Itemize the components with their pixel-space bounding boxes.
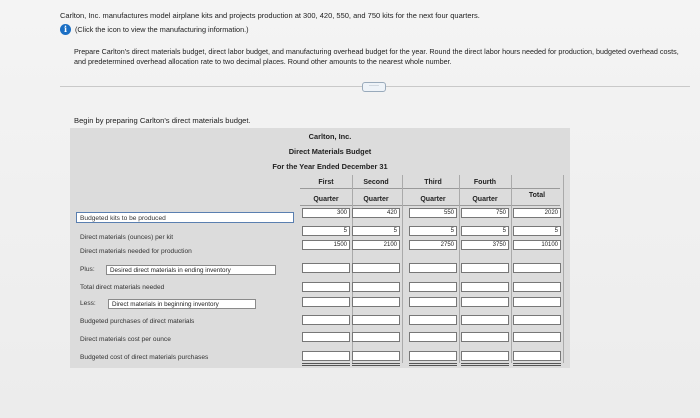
column-rule xyxy=(459,175,460,363)
cell-r8-c2[interactable] xyxy=(352,332,400,342)
double-underline xyxy=(409,365,457,366)
double-underline xyxy=(409,363,457,364)
cell-r1-c1[interactable]: 300 xyxy=(302,208,350,218)
cell-r6-c1[interactable] xyxy=(302,297,350,307)
cell-r4-c2[interactable] xyxy=(352,263,400,273)
row-label-3: Direct materials needed for production xyxy=(80,248,192,255)
cell-r5-c3[interactable] xyxy=(409,282,457,292)
cell-r5-c1[interactable] xyxy=(302,282,350,292)
expand-button[interactable]: ····· xyxy=(362,82,386,92)
cell-r9-c5[interactable] xyxy=(513,351,561,361)
cell-r3-c3[interactable]: 2750 xyxy=(409,240,457,250)
cell-r2-c3[interactable]: 5 xyxy=(409,226,457,236)
column-rule xyxy=(402,175,403,363)
cell-r7-c2[interactable] xyxy=(352,315,400,325)
double-underline xyxy=(461,365,509,366)
cell-r7-c5[interactable] xyxy=(513,315,561,325)
header-rule xyxy=(300,188,560,189)
cell-r6-c5[interactable] xyxy=(513,297,561,307)
row-label-7: Budgeted purchases of direct materials xyxy=(80,318,195,325)
row-label-9: Budgeted cost of direct materials purchases xyxy=(80,354,209,361)
row-label-input-6[interactable]: Direct materials in beginning inventory xyxy=(108,299,256,309)
header-rule xyxy=(300,205,560,206)
cell-r9-c2[interactable] xyxy=(352,351,400,361)
row-label-2: Direct materials (ounces) per kit xyxy=(80,234,174,241)
double-underline xyxy=(352,365,400,366)
row-label-1: Budgeted kits to be produced xyxy=(76,212,294,223)
cell-r3-c2[interactable]: 2100 xyxy=(352,240,400,250)
cell-r5-c5[interactable] xyxy=(513,282,561,292)
cell-r4-c4[interactable] xyxy=(461,263,509,273)
row-prefix-4: Plus: xyxy=(80,266,95,273)
col-header-bottom-2: Quarter xyxy=(363,196,389,203)
cell-r3-c1[interactable]: 1500 xyxy=(302,240,350,250)
cell-r5-c4[interactable] xyxy=(461,282,509,292)
info-icon[interactable]: i xyxy=(60,24,71,35)
budget-company: Carlton, Inc. xyxy=(308,132,352,141)
cell-r6-c4[interactable] xyxy=(461,297,509,307)
cell-r7-c3[interactable] xyxy=(409,315,457,325)
double-underline xyxy=(352,363,400,364)
cell-r4-c1[interactable] xyxy=(302,263,350,273)
cell-r2-c4[interactable]: 5 xyxy=(461,226,509,236)
cell-r4-c3[interactable] xyxy=(409,263,457,273)
cell-r9-c4[interactable] xyxy=(461,351,509,361)
cell-r8-c5[interactable] xyxy=(513,332,561,342)
cell-r9-c3[interactable] xyxy=(409,351,457,361)
double-underline xyxy=(302,363,350,364)
double-underline xyxy=(302,365,350,366)
row-prefix-6: Less: xyxy=(80,300,96,307)
cell-r1-c2[interactable]: 420 xyxy=(352,208,400,218)
col-header-top-1: First xyxy=(318,179,334,186)
cell-r3-c5[interactable]: 10100 xyxy=(513,240,561,250)
double-underline xyxy=(461,363,509,364)
row-label-5: Total direct materials needed xyxy=(80,284,165,291)
budget-period: For the Year Ended December 31 xyxy=(272,162,388,171)
col-header-bottom-5: Total xyxy=(528,192,546,199)
row-label-input-4[interactable]: Desired direct materials in ending inventory xyxy=(106,265,276,275)
row-label-8: Direct materials cost per ounce xyxy=(80,336,171,343)
col-header-top-4: Fourth xyxy=(473,179,497,186)
cell-r4-c5[interactable] xyxy=(513,263,561,273)
double-underline xyxy=(513,365,561,366)
cell-r1-c5[interactable]: 2020 xyxy=(513,208,561,218)
cell-r8-c1[interactable] xyxy=(302,332,350,342)
double-underline xyxy=(513,363,561,364)
problem-instructions: Prepare Carlton's direct materials budget, direct labor budget, and manufacturing overhead budget for the year. Round the direct labor hours needed for production, budgeted overhead costs, and predetermined overhead allocation rate to two decimal places. Round other amounts to the nearest whole number. xyxy=(74,47,679,66)
col-header-bottom-4: Quarter xyxy=(472,196,498,203)
cell-r2-c5[interactable]: 5 xyxy=(513,226,561,236)
cell-r1-c4[interactable]: 750 xyxy=(461,208,509,218)
cell-r2-c1[interactable]: 5 xyxy=(302,226,350,236)
info-link[interactable]: (Click the icon to view the manufacturing information.) xyxy=(75,25,249,34)
info-row[interactable] xyxy=(60,24,249,35)
col-header-top-2: Second xyxy=(363,179,389,186)
problem-intro: Carlton, Inc. manufactures model airplane kits and projects production at 300, 420, 550, and 750 kits for the next four quarters. xyxy=(60,11,480,20)
column-rule xyxy=(511,175,512,363)
cell-r6-c3[interactable] xyxy=(409,297,457,307)
cell-r9-c1[interactable] xyxy=(302,351,350,361)
cell-r5-c2[interactable] xyxy=(352,282,400,292)
column-rule xyxy=(563,175,564,363)
cell-r6-c2[interactable] xyxy=(352,297,400,307)
cell-r3-c4[interactable]: 3750 xyxy=(461,240,509,250)
cell-r2-c2[interactable]: 5 xyxy=(352,226,400,236)
cell-r8-c4[interactable] xyxy=(461,332,509,342)
col-header-top-3: Third xyxy=(424,179,442,186)
budget-title: Direct Materials Budget xyxy=(288,147,372,156)
cell-r1-c3[interactable]: 550 xyxy=(409,208,457,218)
col-header-bottom-1: Quarter xyxy=(313,196,339,203)
cell-r7-c1[interactable] xyxy=(302,315,350,325)
cell-r8-c3[interactable] xyxy=(409,332,457,342)
col-header-bottom-3: Quarter xyxy=(420,196,446,203)
begin-prompt: Begin by preparing Carlton's direct materials budget. xyxy=(74,116,251,125)
cell-r7-c4[interactable] xyxy=(461,315,509,325)
